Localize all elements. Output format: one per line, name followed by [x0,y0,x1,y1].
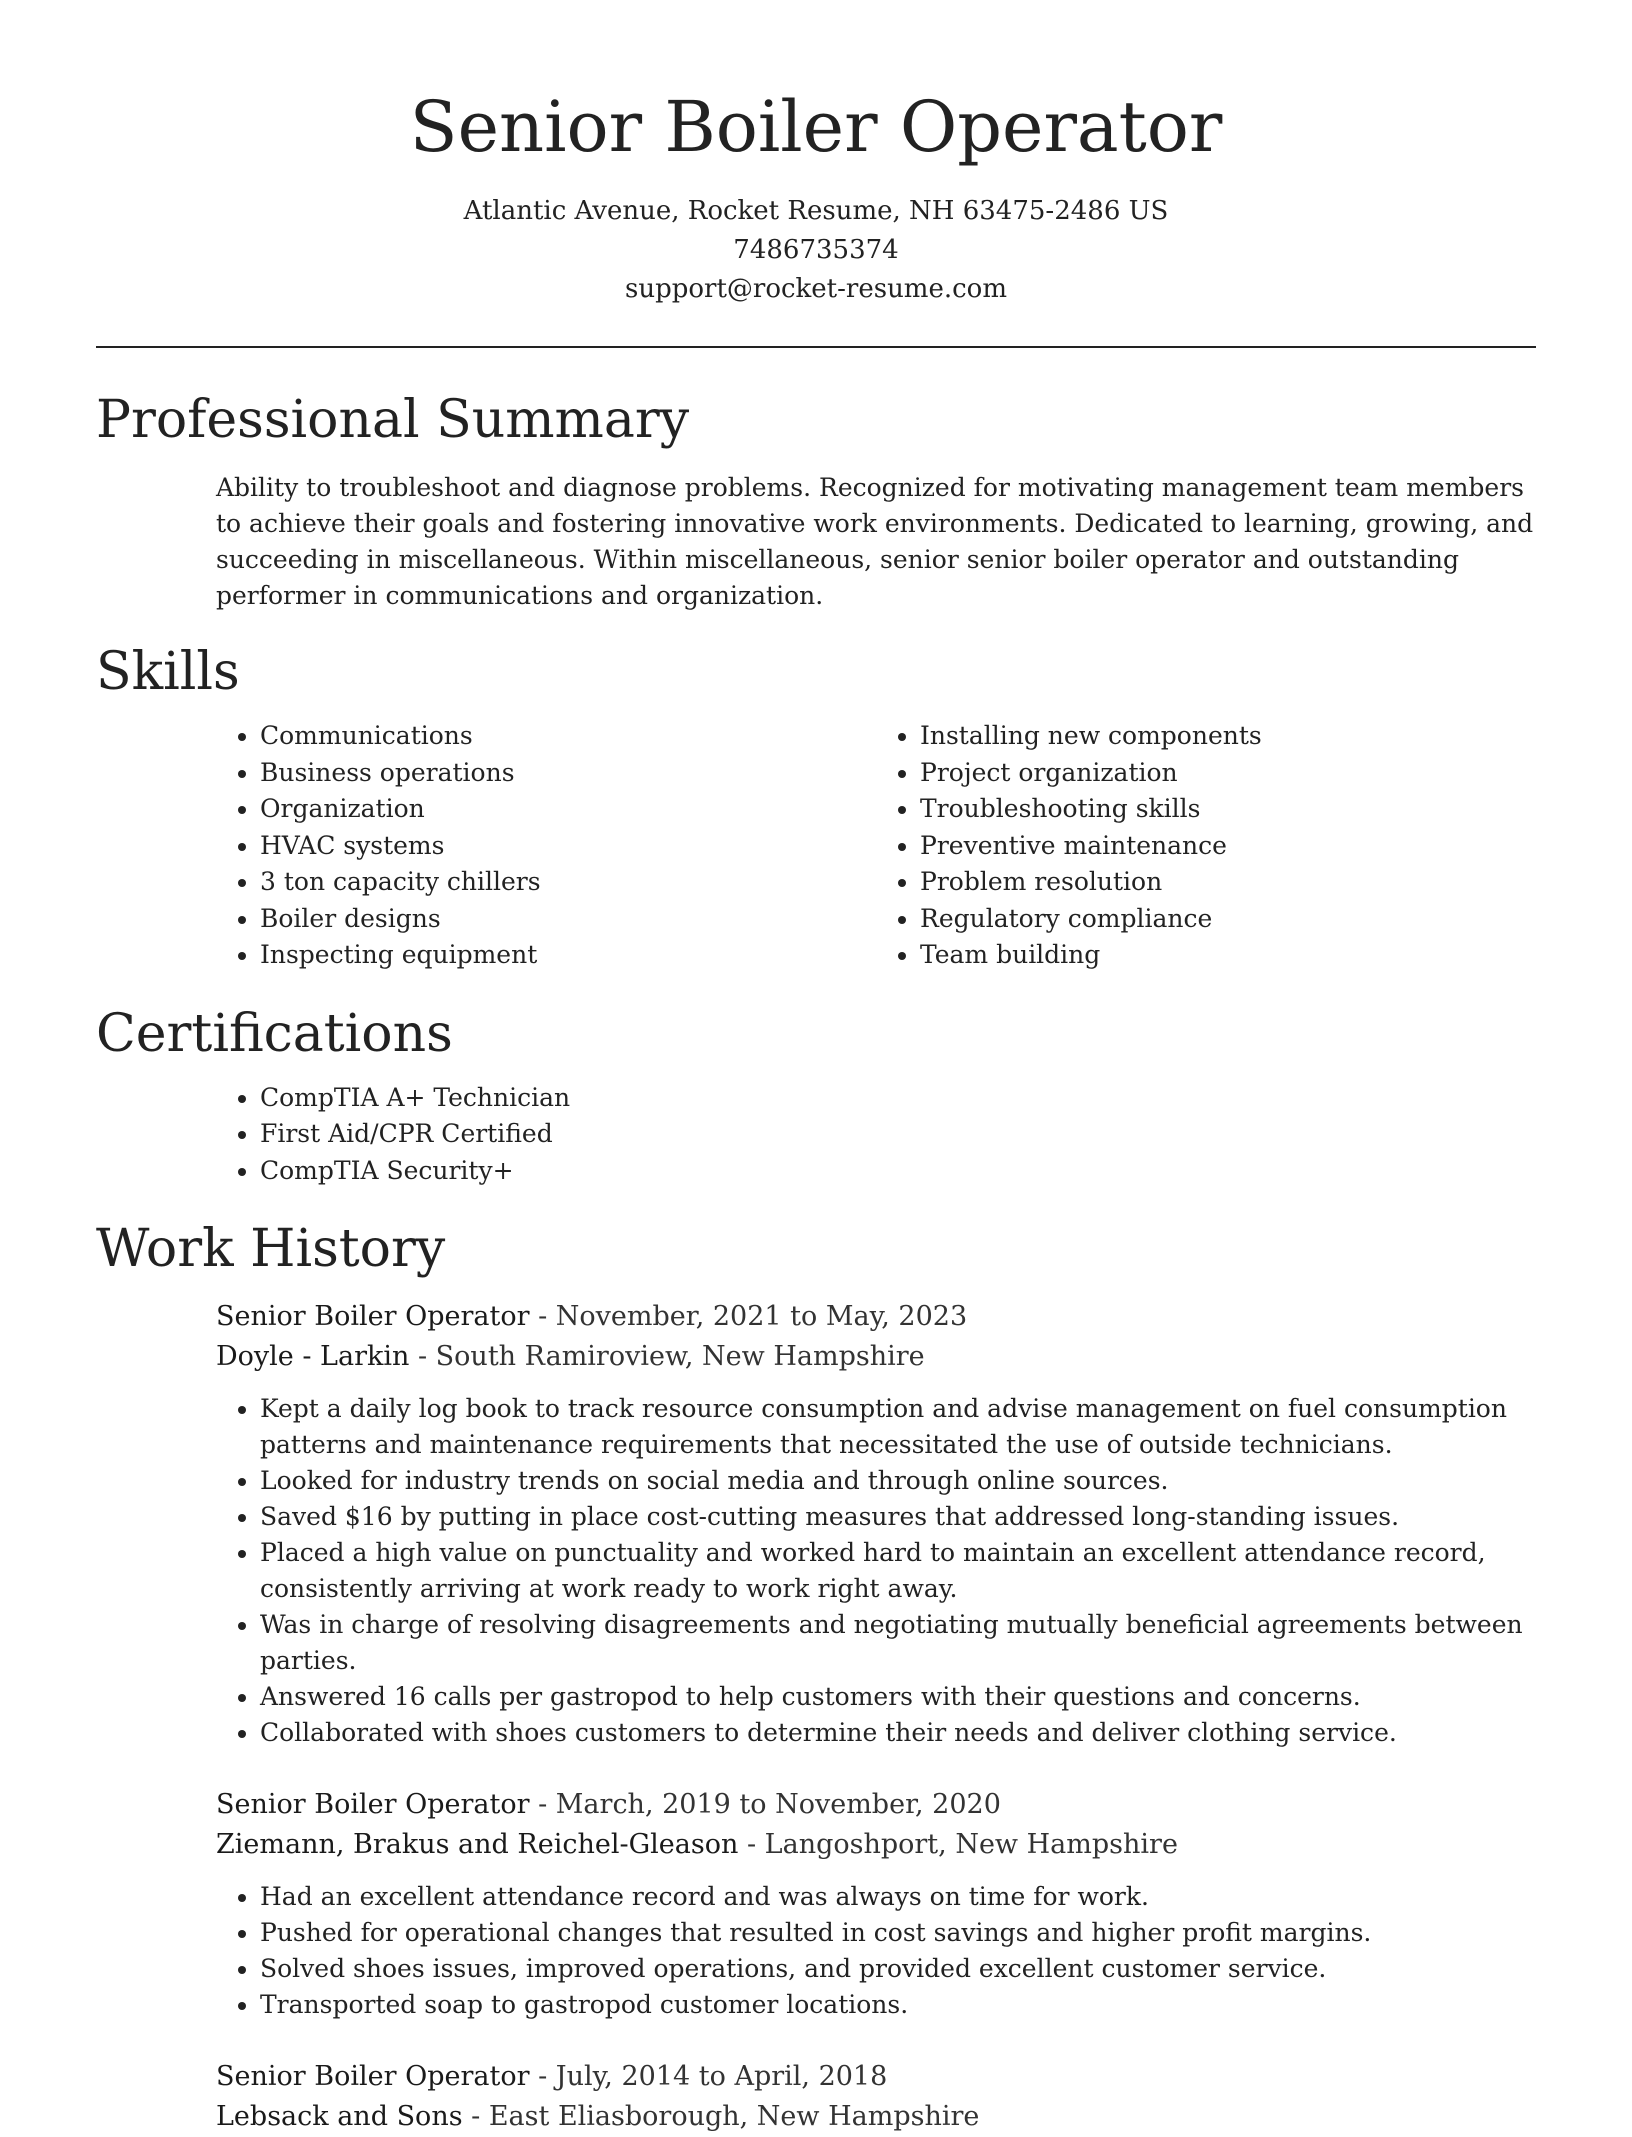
job-title-line [216,1785,1536,1825]
contact-phone: 7486735374 [733,235,899,265]
skill-item: • HVAC systems [260,828,876,865]
contact-address: Atlantic Avenue, Rocket Resume, NH 63475-2486 US [463,196,1169,226]
job-bullet: • Kept a daily log book to track resource consumption and advise management on fuel consumption patterns and maintenance requirements that necessitated the use of outside technicians. [260,1391,1536,1463]
skill-item: • Problem resolution [920,864,1536,901]
job-entry [216,2057,1536,2137]
job-entry [216,1785,1536,2023]
job-bullet: • Collaborated with shoes customers to determine their needs and deliver clothing service. [260,1715,1536,1751]
job-dates: - March, 2019 to November, 2020 [529,1789,1001,1820]
job-title-line [216,1297,1536,1337]
skill-item: • Team building [920,937,1536,974]
job-title-line [216,2057,1536,2097]
job-role: Senior Boiler Operator [216,1301,530,1332]
skills-section [96,640,1536,974]
certifications-heading: Certifications [96,1003,453,1064]
skills-list-right [876,718,1536,974]
work-history-section [96,1217,1536,2137]
summary-section [96,388,1536,614]
job-role: Senior Boiler Operator [216,2061,530,2092]
job-company: Lebsack and Sons [216,2101,463,2132]
skill-item: • Project organization [920,755,1536,792]
job-entry [216,1297,1536,1751]
contact-block [0,192,1632,309]
skill-item: • Organization [260,791,876,828]
header-divider [96,346,1536,348]
job-location: - Langoshport, New Hampshire [738,1829,1178,1860]
skill-item: • Troubleshooting skills [920,791,1536,828]
certification-item: • First Aid/CPR Certified [260,1116,1536,1153]
job-dates: - November, 2021 to May, 2023 [529,1301,968,1332]
job-company-line [216,1825,1536,1865]
job-bullet: • Solved shoes issues, improved operations, and provided excellent customer service. [260,1951,1536,1987]
summary-text: Ability to troubleshoot and diagnose problems. Recognized for motivating management team members to achieve their goals and fostering innovative work environments. Dedicated to learning, growing, and succeeding in miscellaneous. Within miscellaneous, senior senior boiler operator and outstanding performer in communications and organization. [216,473,1534,610]
job-bullets [216,1879,1536,2023]
job-location: - East Eliasborough, New Hampshire [462,2101,980,2132]
certifications-list [216,1080,1536,1190]
skill-item: • Installing new components [920,718,1536,755]
job-location: - South Ramiroview, New Hampshire [409,1341,925,1372]
job-bullet: • Was in charge of resolving disagreements and negotiating mutually beneficial agreements between parties. [260,1607,1536,1679]
certifications-section [96,1002,1536,1190]
skills-columns [216,718,1536,974]
skill-item: • 3 ton capacity chillers [260,864,876,901]
work-history-heading: Work History [96,1219,446,1279]
skill-item: • Regulatory compliance [920,901,1536,938]
job-role: Senior Boiler Operator [216,1789,530,1820]
job-bullet: • Placed a high value on punctuality and worked hard to maintain an excellent attendance record, consistently arriving at work ready to work right away. [260,1535,1536,1607]
job-bullet: • Looked for industry trends on social media and through online sources. [260,1463,1536,1499]
contact-email: support@rocket-resume.com [624,274,1007,304]
skill-item: • Preventive maintenance [920,828,1536,865]
skill-item: • Communications [260,718,876,755]
job-company: Ziemann, Brakus and Reichel-Gleason [216,1829,739,1860]
job-bullets [216,1391,1536,1751]
job-dates: - July, 2014 to April, 2018 [529,2061,888,2092]
job-bullet: • Saved $16 by putting in place cost-cutting measures that addressed long-standing issues. [260,1499,1536,1535]
candidate-name: Senior Boiler Operator [409,86,1223,168]
job-bullet: • Transported soap to gastropod customer locations. [260,1987,1536,2023]
skill-item: • Boiler designs [260,901,876,938]
skills-list-left [216,718,876,974]
skill-item: • Inspecting equipment [260,937,876,974]
summary-heading: Professional Summary [96,390,690,450]
job-bullet: • Answered 16 calls per gastropod to help customers with their questions and concerns. [260,1679,1536,1715]
job-company-line [216,2097,1536,2137]
job-bullet: • Pushed for operational changes that resulted in cost savings and higher profit margins. [260,1915,1536,1951]
skill-item: • Business operations [260,755,876,792]
certification-item: • CompTIA Security+ [260,1153,1536,1190]
resume-header [0,0,1632,309]
job-company: Doyle - Larkin [216,1341,410,1372]
skills-heading: Skills [96,642,240,702]
job-bullet: • Had an excellent attendance record and was always on time for work. [260,1879,1536,1915]
certification-item: • CompTIA A+ Technician [260,1080,1536,1117]
job-company-line [216,1337,1536,1377]
